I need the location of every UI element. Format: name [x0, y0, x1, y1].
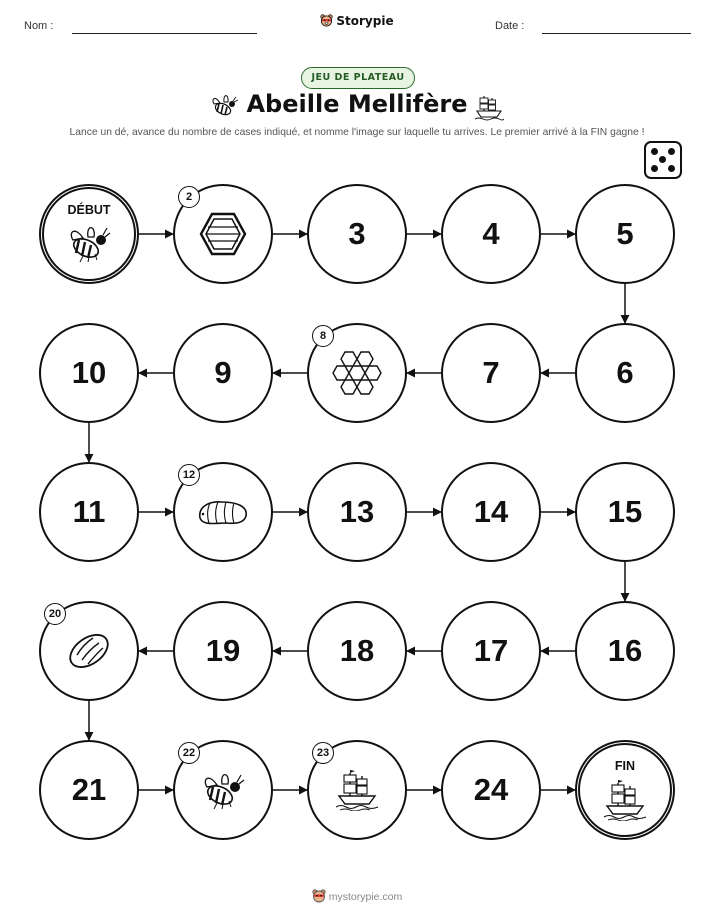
game-type-badge: JEU DE PLATEAU [301, 67, 415, 89]
cell-number: 15 [607, 494, 643, 529]
board-cell-5[interactable] [575, 184, 675, 284]
cell-number: 7 [482, 355, 500, 390]
cell-number-badge: 22 [178, 742, 200, 764]
cell-number: 14 [473, 494, 509, 529]
board-cell-18[interactable] [307, 601, 407, 701]
brand-name: Storypie [336, 14, 394, 28]
page-title: Abeille Mellifère [246, 90, 468, 118]
board-cell-19[interactable] [173, 601, 273, 701]
cell-number-badge: 8 [312, 325, 334, 347]
board-cell-16[interactable] [575, 601, 675, 701]
cell-number: 10 [71, 355, 107, 390]
board-cell-21[interactable] [39, 740, 139, 840]
start-label: DÉBUT [67, 203, 111, 217]
bear-logo-icon [312, 889, 326, 903]
honeycomb-cell-icon [199, 212, 247, 256]
cell-number: 11 [72, 494, 106, 529]
cell-number: 13 [339, 494, 375, 529]
cell-number: 24 [473, 772, 509, 807]
name-label: Nom : [24, 20, 54, 32]
cell-number: 17 [473, 633, 509, 668]
cell-number-badge: 12 [178, 464, 200, 486]
cell-number-badge: 2 [178, 186, 200, 208]
instructions: Lance un dé, avance du nombre de cases indiqué, et nomme l'image sur laquelle tu arrives. Le premier arrivé à la FIN gagne ! [69, 127, 645, 138]
finish-cell[interactable] [575, 740, 675, 840]
cell-number: 18 [339, 633, 375, 668]
board-cell-10[interactable] [39, 323, 139, 423]
cell-number: 9 [214, 355, 232, 390]
finish-label: FIN [614, 759, 636, 773]
cell-number-badge: 20 [44, 603, 66, 625]
cell-number-badge: 23 [312, 742, 334, 764]
bee-icon [201, 770, 245, 810]
cell-number: 19 [205, 633, 241, 668]
ship-icon [335, 769, 379, 811]
cell-number: 4 [482, 216, 500, 251]
cell-number: 5 [616, 216, 634, 251]
cell-number: 21 [71, 772, 107, 807]
larva-icon [196, 496, 250, 528]
footer-url: mystorypie.com [328, 891, 403, 903]
board-cell-15[interactable] [575, 462, 675, 562]
board-cell-4[interactable] [441, 184, 541, 284]
board-cell-13[interactable] [307, 462, 407, 562]
date-label: Date : [495, 20, 525, 32]
board-cell-17[interactable] [441, 601, 541, 701]
start-cell[interactable] [39, 184, 139, 284]
cell-number: 6 [616, 355, 634, 390]
honeycomb-icon [331, 350, 383, 396]
bread-icon [65, 631, 113, 671]
ship-icon [603, 779, 647, 825]
board-cell-11[interactable] [39, 462, 139, 562]
board-cell-7[interactable] [441, 323, 541, 423]
board-cell-6[interactable] [575, 323, 675, 423]
cell-number: 16 [607, 633, 643, 668]
bee-icon [67, 223, 111, 267]
board-cell-3[interactable] [307, 184, 407, 284]
board-cell-24[interactable] [441, 740, 541, 840]
footer [0, 889, 714, 903]
cell-number: 3 [348, 216, 366, 251]
board-cell-9[interactable] [173, 323, 273, 423]
board-cell-14[interactable] [441, 462, 541, 562]
